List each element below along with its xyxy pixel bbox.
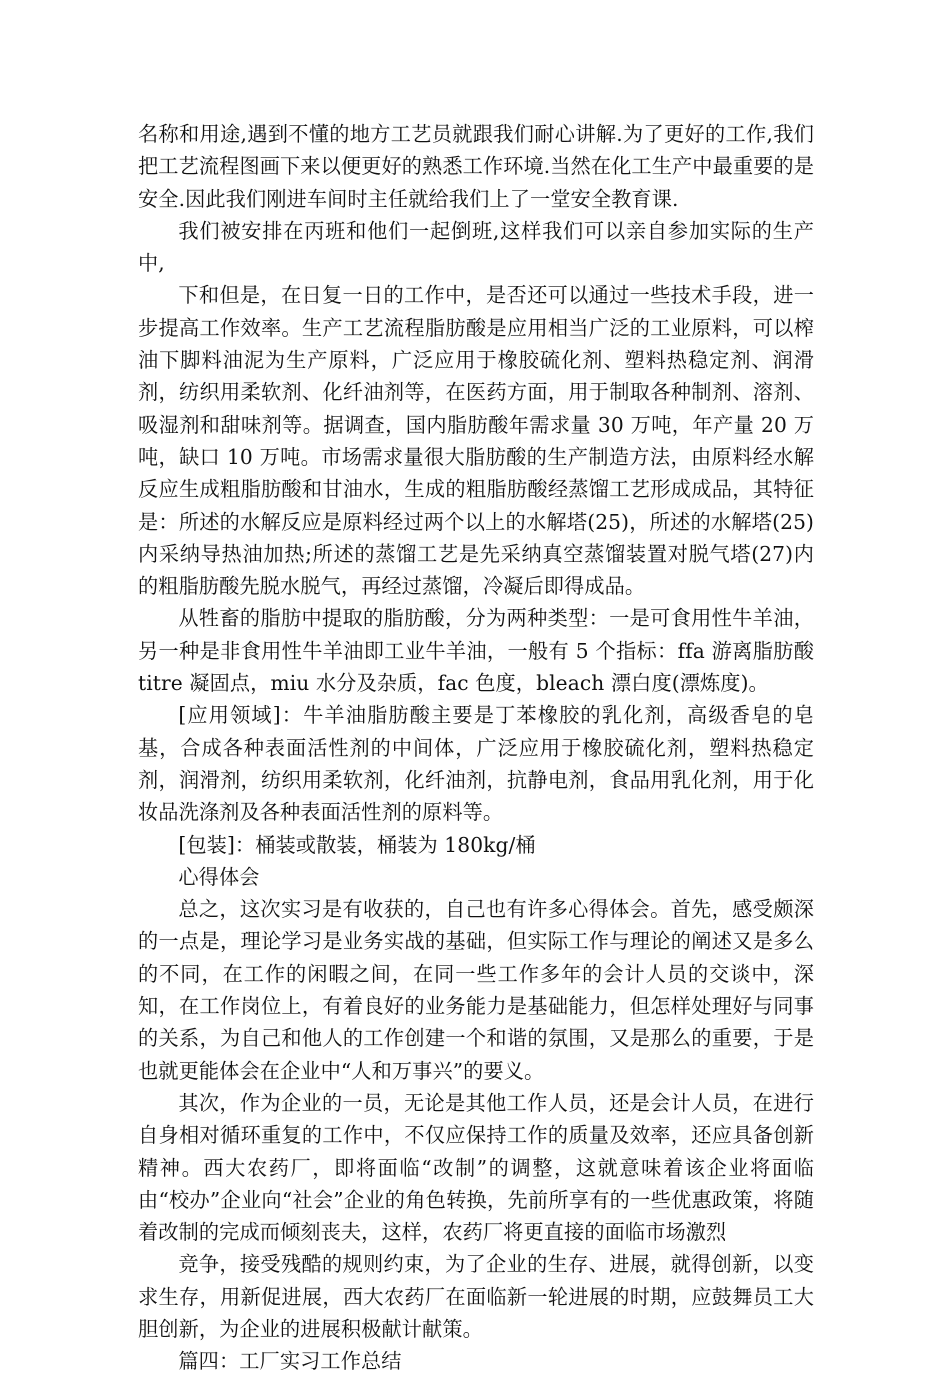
paragraph-shift: 我们被安排在丙班和他们一起倒班,这样我们可以亲自参加实际的生产中, <box>138 218 814 276</box>
section-heading-part-four: 篇四：工厂实习工作总结 <box>178 1349 402 1374</box>
paragraph-application-field: [应用领域]：牛羊油脂肪酸主要是丁苯橡胶的乳化剂，高级香皂的皂基，合成各种表面活性剂的中间体，广泛应用于橡胶硫化剂，塑料热稳定剂，润滑剂，纺织用柔软剂，化纤油剂，抗静电剂，食品用乳化剂，用于化妆品洗涤剂及各种表面活性剂的原料等。 <box>138 703 814 825</box>
paragraph-tallow-types: 从牲畜的脂肪中提取的脂肪酸，分为两种类型：一是可食用性牛羊油，另一种是非食用性牛羊油即工业牛羊油，一般有 5 个指标：ffa 游离脂肪酸 titre 凝固点，miu 水分及杂质，fac 色度，bleach 漂白度(漂炼度)。 <box>138 606 814 696</box>
section-heading-experience: 心得体会 <box>178 864 260 889</box>
paragraph-secondly: 其次，作为企业的一员，无论是其他工作人员，还是会计人员，在进行自身相对循环重复的工作中，不仅应保持工作的质量及效率，还应具备创新精神。西大农药厂，即将面临“改制”的调整，这就意味着该企业将面临由“校办”企业向“社会”企业的角色转换，先前所享有的一些优惠政策，将随着改制的完成而倾刻丧夫，这样，农药厂将更直接的面临市场激烈 <box>138 1090 814 1245</box>
paragraph-packaging: [包装]：桶装或散装，桶装为 180kg/桶 <box>178 832 536 857</box>
paragraph-competition: 竞争，接受残酷的规则约束，为了企业的生存、进展，就得创新，以变求生存，用新促进展，西大农药厂在面临新一轮进展的时期，应鼓舞员工大胆创新，为企业的进展积极献计献策。 <box>138 1252 814 1341</box>
paragraph-intro: 名称和用途,遇到不懂的地方工艺员就跟我们耐心讲解.为了更好的工作,我们把工艺流程图画下来以便更好的熟悉工作环境.当然在化工生产中最重要的是安全.因此我们刚进车间时主任就给我们上了一堂安全教育课. <box>138 122 815 211</box>
document-body <box>138 118 814 1378</box>
paragraph-summary: 总之，这次实习是有收获的，自己也有许多心得体会。首先，感受颇深的一点是，理论学习是业务实战的基础，但实际工作与理论的阐述又是多么的不同，在工作的闲暇之间，在同一些工作多年的会计人员的交谈中，深知，在工作岗位上，有着良好的业务能力是基础能力，但怎样处理好与同事的关系，为自己和他人的工作创建一个和谐的氛围，又是那么的重要，于是也就更能体会在企业中“人和万事兴”的要义。 <box>138 897 814 1083</box>
paragraph-fatty-acid-process: 下和但是，在日复一日的工作中，是否还可以通过一些技术手段，进一步提高工作效率。生产工艺流程脂肪酸是应用相当广泛的工业原料，可以榨油下脚料油泥为生产原料，广泛应用于橡胶硫化剂、塑料热稳定剂、润滑剂，纺织用柔软剂、化纤油剂等，在医药方面，用于制取各种制剂、溶剂、吸湿剂和甜味剂等。据调查，国内脂肪酸年需求量 30 万吨，年产量 20 万吨，缺口 10 万吨。市场需求量很大脂肪酸的生产制造方法，由原料经水解反应生成粗脂肪酸和甘油水，生成的粗脂肪酸经蒸馏工艺形成成品，其特征是：所述的水解反应是原料经过两个以上的水解塔(25)，所述的水解塔(25)内采纳导热油加热;所述的蒸馏工艺是先采纳真空蒸馏装置对脱气塔(27)内的粗脂肪酸先脱水脱气，再经过蒸馏，冷凝后即得成品。 <box>138 283 814 599</box>
